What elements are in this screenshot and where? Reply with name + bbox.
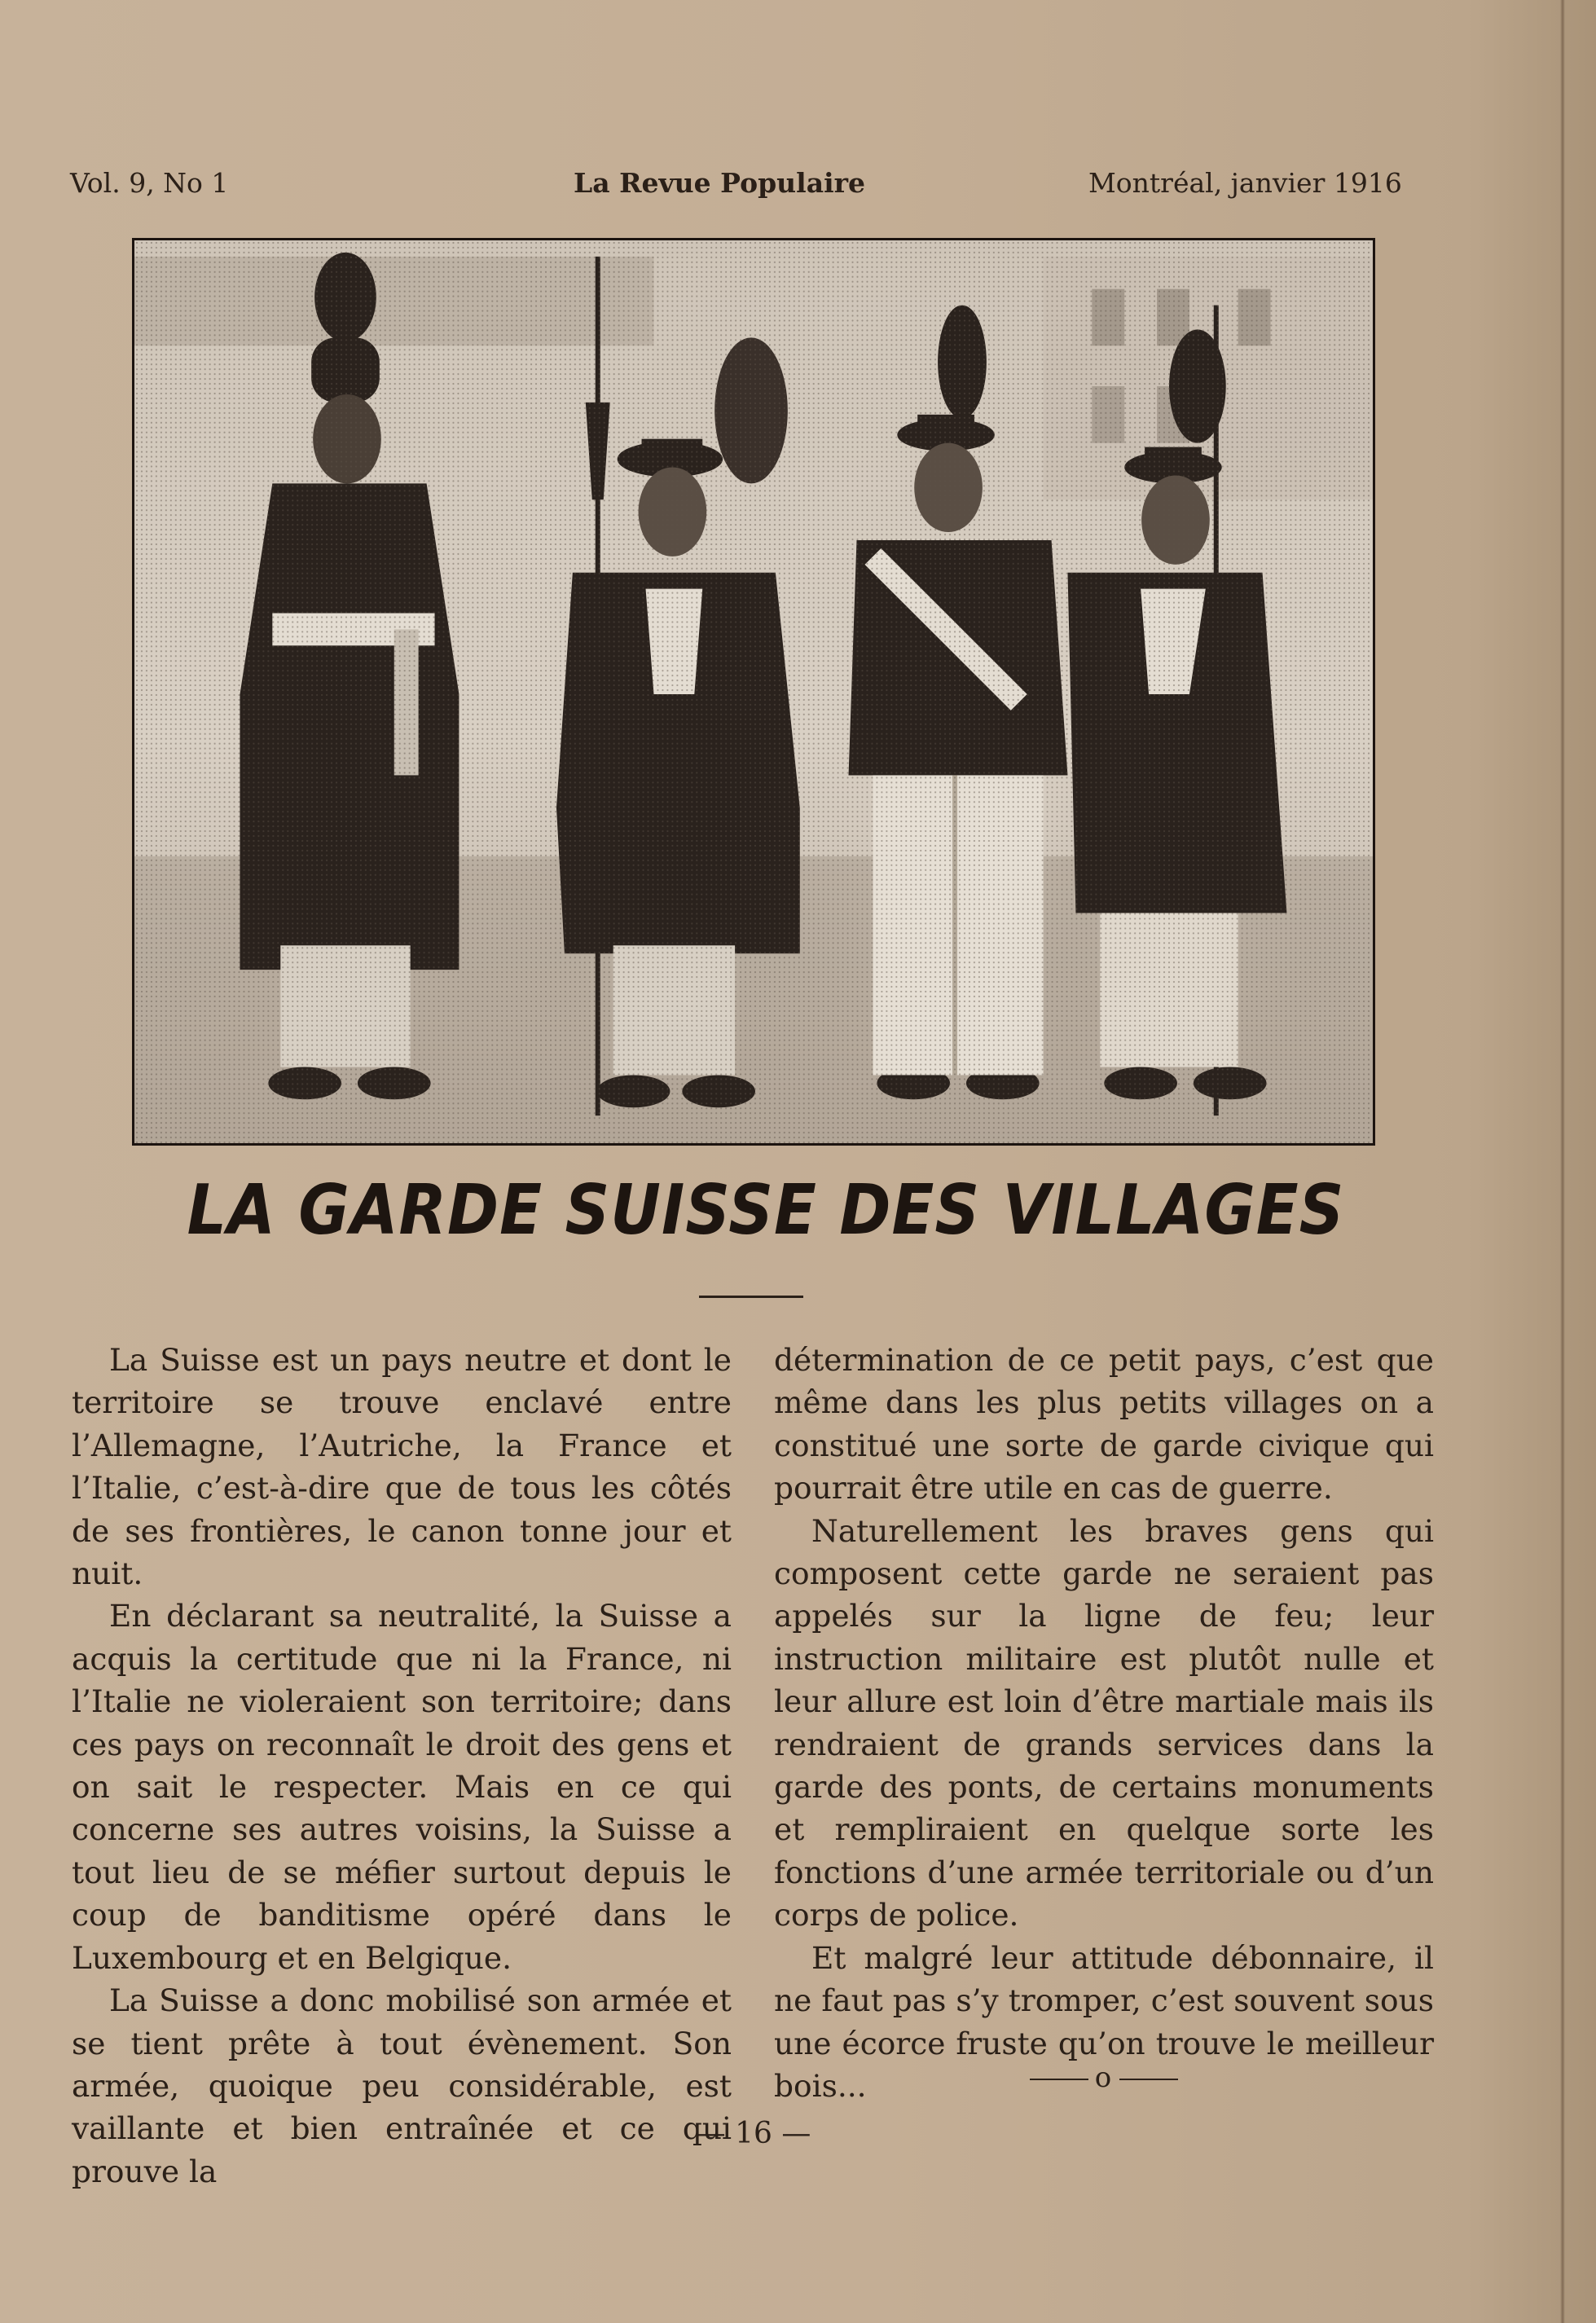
running-head xyxy=(70,167,1431,208)
paragraph: En déclarant sa neutralité, la Suisse a acquis la certitude que ni la France, ni l’Italie ne violeraient son territoire; dans ces pays on reconnaît le droit des gens et on sait le respecter. Mais en ce qui concerne ses autres voisins, la Suisse a tout lieu de se méfier surtout depuis le coup de banditisme opéré dans le Luxembourg et en Belgique. xyxy=(72,1598,732,1976)
paragraph: Naturellement les braves gens qui composent cette garde ne seraient pas appelés sur la ligne de feu; leur instruction militaire est plutôt nulle et leur allure est loin d’être martiale mais ils rendraient de grands services dans la garde des ponts, de certains monuments et rempliraient en quelque sorte les fonctions d’une armée territoriale ou d’un corps de police. xyxy=(774,1512,1434,1934)
paragraph: Et malgré leur attitude débonnaire, il ne faut pas s’y tromper, c’est souvent sous une écorce fruste qu’on trouve le meilleur bois... xyxy=(774,1939,1434,2104)
page-number: — 16 — xyxy=(696,2117,811,2150)
dateline: Montréal, janvier 1916 xyxy=(1088,167,1402,199)
paragraph: La Suisse a donc mobilisé son armée et se tient prête à tout évènement. Son armée, quoique peu considérable, est vaillante et bien entraînée et ce qui prouve la xyxy=(72,1982,732,2189)
volume-number: Vol. 9, No 1 xyxy=(70,167,229,199)
guardsmen-photo-illustration xyxy=(134,240,1373,1143)
magazine-title: La Revue Populaire xyxy=(574,167,865,199)
article-end-mark: o xyxy=(1018,2061,1189,2094)
paragraph: détermination de ce petit pays, c’est que même dans les plus petits villages on a constitué une sorte de garde civique qui pourrait être utile en cas de guerre. xyxy=(774,1342,1434,1507)
paragraph: La Suisse est un pays neutre et dont le territoire se trouve enclavé entre l’Allemagne, l’Autriche, la France et l’Italie, c’est-à-dire que de tous les côtés de ses frontières, le canon tonne jour et nuit. xyxy=(72,1342,732,1592)
title-divider xyxy=(699,1296,803,1298)
article-column-left xyxy=(72,1339,732,2193)
halftone-photograph xyxy=(132,238,1375,1146)
page-fold-shadow xyxy=(1560,0,1565,2323)
article-column-right xyxy=(774,1339,1434,2107)
article-title: LA GARDE SUISSE DES VILLAGES xyxy=(187,1168,1345,1251)
